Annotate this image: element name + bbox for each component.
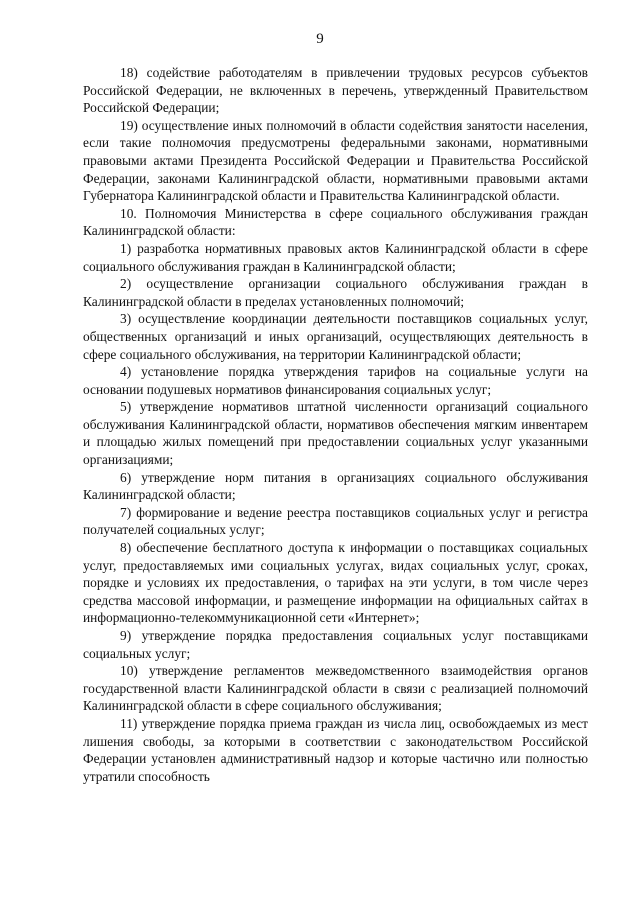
document-body	[83, 64, 588, 785]
paragraph-item-19: 19) осуществление иных полномочий в области содействия занятости населения, если такие полномочия предусмотрены федеральными законами, нормативными правовыми актами Президента Российской Федерации и Правительства Российской Федерации, законами Калининградской области, нормативными правовыми актами Губернатора Калининградской области и Правительства Калининградской области.	[83, 117, 588, 204]
paragraph-item-11: 11) утверждение порядка приема граждан из числа лиц, освобождаемых из мест лишения свободы, за которыми в соответствии с законодательством Российской Федерации установлен административный надзор и которые частично или полностью утратили способность	[83, 715, 588, 784]
paragraph-item-10: 10) утверждение регламентов межведомственного взаимодействия органов государственной власти Калининградской области в связи с реализацией полномочий Калининградской области в сфере социального обслуживания;	[83, 663, 588, 714]
paragraph-section-10: 10. Полномочия Министерства в сфере социального обслуживания граждан Калининградской области:	[83, 205, 588, 239]
paragraph-item-4: 4) установление порядка утверждения тарифов на социальные услуги на основании подушевых нормативов финансирования социальных услуг;	[83, 364, 588, 397]
page-number: 9	[316, 31, 324, 47]
paragraph-item-5: 5) утверждение нормативов штатной численности организаций социального обслуживания Калининградской области, нормативов обеспечения мягким инвентарем и площадью жилых помещений при предоставлении социальных услуг указанными организациями;	[83, 399, 588, 468]
paragraph-item-7: 7) формирование и ведение реестра поставщиков социальных услуг и регистра получателей социальных услуг;	[83, 504, 588, 538]
paragraph-item-9: 9) утверждение порядка предоставления социальных услуг поставщиками социальных услуг;	[83, 628, 588, 661]
paragraph-item-2: 2) осуществление организации социального обслуживания граждан в Калининградской области в пределах установленных полномочий;	[83, 276, 588, 309]
paragraph-item-6: 6) утверждение норм питания в организациях социального обслуживания Калининградской области;	[83, 469, 588, 503]
paragraph-item-8: 8) обеспечение бесплатного доступа к информации о поставщиках социальных услуг, предоставляемых ими социальных услугах, видах социальных услуг, сроках, порядке и условиях их предоставления, о тарифах на эти услуги, в том числе через средства массовой информации, и размещение информации на официальных сайтах в информационно-телекоммуникационной сети «Интернет»;	[83, 540, 588, 626]
paragraph-item-3: 3) осуществление координации деятельности поставщиков социальных услуг, общественных организаций и иных организаций, осуществляющих деятельность в сфере социального обслуживания, на территории Калининградской области;	[83, 311, 588, 362]
paragraph-item-18: 18) содействие работодателям в привлечении трудовых ресурсов субъектов Российской Федерации, не включенных в перечень, утвержденный Правительством Российской Федерации;	[83, 65, 588, 116]
paragraph-item-1: 1) разработка нормативных правовых актов Калининградской области в сфере социального обслуживания граждан в Калининградской области;	[83, 240, 588, 274]
